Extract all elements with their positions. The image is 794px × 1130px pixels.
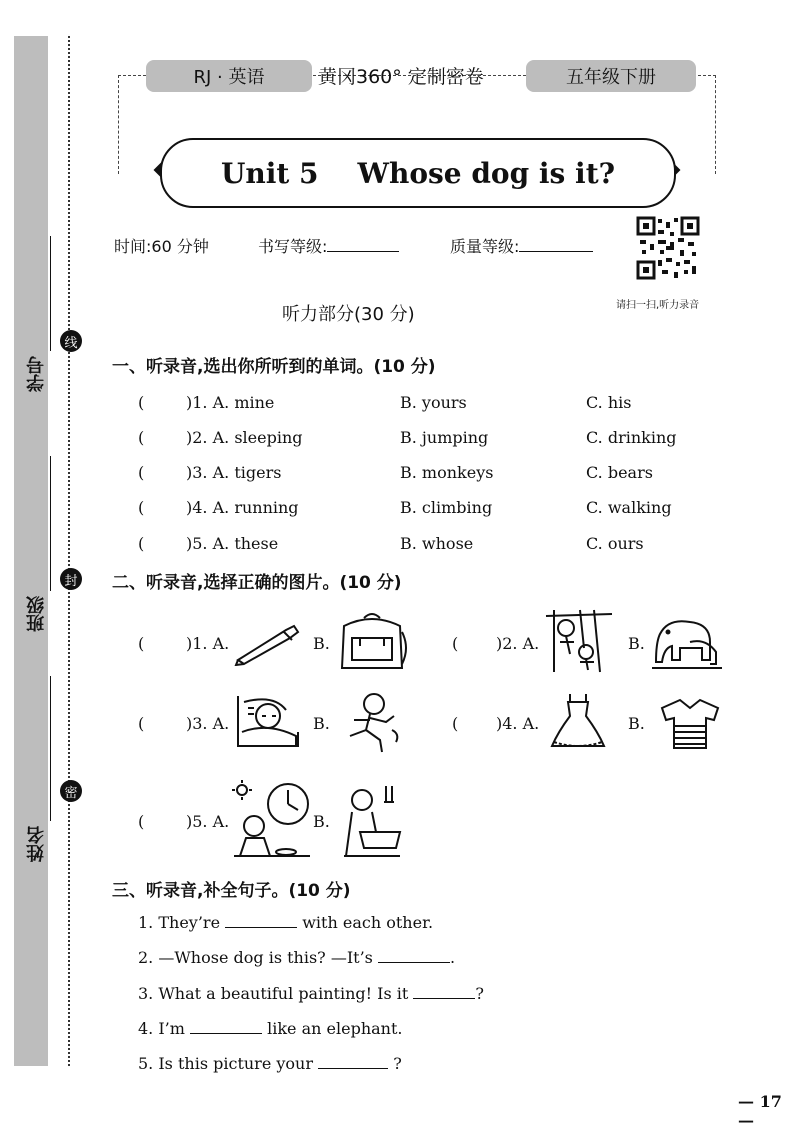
subject-pill: RJ · 英语 bbox=[146, 60, 312, 92]
pen-icon[interactable] bbox=[234, 620, 302, 666]
sentence-pre: 2. —Whose dog is this? —It’s bbox=[138, 948, 373, 967]
seal-mi: 密 bbox=[60, 780, 82, 802]
binding-strip bbox=[14, 36, 48, 1066]
answer-paren[interactable]: ( bbox=[452, 634, 459, 653]
seal-line: 线 bbox=[60, 330, 82, 352]
listening-part-heading: 听力部分(30 分) bbox=[282, 304, 415, 325]
quality-grade-label: 质量等级: bbox=[450, 237, 520, 256]
sentence-post: ? bbox=[475, 984, 484, 1003]
answer-paren[interactable]: ( bbox=[138, 812, 145, 831]
sentence-post: ? bbox=[393, 1054, 402, 1073]
dress-icon[interactable] bbox=[550, 692, 606, 752]
answer-blank[interactable] bbox=[378, 962, 450, 963]
option-c: C. walking bbox=[586, 498, 672, 517]
seal-feng: 封 bbox=[60, 568, 82, 590]
class-line bbox=[50, 456, 51, 591]
option-a: )4. A. running bbox=[186, 498, 299, 517]
answer-blank[interactable] bbox=[190, 1033, 262, 1034]
cut-line bbox=[68, 36, 70, 1066]
quality-grade bbox=[450, 234, 593, 257]
pic-q4-b: B. bbox=[628, 714, 645, 733]
unit-title bbox=[160, 138, 676, 208]
qr-caption: 请扫一扫,听力录音 bbox=[616, 300, 700, 311]
answer-blank[interactable] bbox=[225, 927, 297, 928]
list-item bbox=[138, 1019, 403, 1038]
grade-pill: 五年级下册 bbox=[526, 60, 696, 92]
section1-heading: 一、听录音,选出你所听到的单词。(10 分) bbox=[112, 357, 436, 377]
elephants-icon[interactable] bbox=[650, 612, 724, 672]
schoolbag-icon[interactable] bbox=[334, 612, 410, 672]
pic-q1-label: )1. A. bbox=[186, 634, 230, 653]
pic-q3-label: )3. A. bbox=[186, 714, 230, 733]
time-info: 时间:60 分钟 bbox=[114, 237, 209, 256]
answer-paren[interactable]: ( bbox=[138, 634, 145, 653]
sentence-pre: 4. I’m bbox=[138, 1019, 185, 1038]
option-b: B. whose bbox=[400, 534, 474, 553]
name-line bbox=[50, 676, 51, 821]
pic-q2-label: )2. A. bbox=[496, 634, 540, 653]
sentence-post: like an elephant. bbox=[267, 1019, 403, 1038]
list-item bbox=[138, 984, 484, 1003]
option-b: B. jumping bbox=[400, 428, 489, 447]
pic-q4-label: )4. A. bbox=[496, 714, 540, 733]
pic-q3-b: B. bbox=[313, 714, 330, 733]
answer-paren[interactable]: ( bbox=[138, 428, 145, 447]
sentence-post: . bbox=[449, 948, 456, 967]
answer-paren[interactable]: ( bbox=[452, 714, 459, 733]
name-label: 姓名 bbox=[26, 826, 47, 862]
list-item bbox=[138, 913, 433, 932]
quality-grade-blank[interactable] bbox=[519, 251, 593, 252]
writing-grade-label: 书写等级: bbox=[258, 237, 328, 256]
answer-paren[interactable]: ( bbox=[138, 498, 145, 517]
option-a: )5. A. these bbox=[186, 534, 279, 553]
class-label: 班级 bbox=[26, 596, 47, 632]
option-b: B. yours bbox=[400, 393, 467, 412]
option-a: )3. A. tigers bbox=[186, 463, 282, 482]
page-number: — 17 — bbox=[738, 1092, 782, 1130]
option-b: B. climbing bbox=[400, 498, 493, 517]
boy-eating-clock-icon[interactable] bbox=[232, 780, 312, 858]
qr-code-icon[interactable] bbox=[636, 216, 700, 280]
monkeys-climbing-icon[interactable] bbox=[544, 608, 614, 674]
option-a: )2. A. sleeping bbox=[186, 428, 303, 447]
answer-paren[interactable]: ( bbox=[138, 463, 145, 482]
pic-q1-b: B. bbox=[313, 634, 330, 653]
option-c: C. drinking bbox=[586, 428, 677, 447]
student-number-label: 学号 bbox=[26, 356, 47, 392]
sentence-pre: 1. They’re bbox=[138, 913, 221, 932]
woman-cooking-icon[interactable] bbox=[340, 784, 404, 858]
option-c: C. ours bbox=[586, 534, 644, 553]
shirt-icon[interactable] bbox=[660, 698, 720, 750]
section2-heading: 二、听录音,选择正确的图片。(10 分) bbox=[112, 573, 402, 593]
pic-q5-label: )5. A. bbox=[186, 812, 230, 831]
pic-q2-b: B. bbox=[628, 634, 645, 653]
unit-title-text: Unit 5 Whose dog is it? bbox=[220, 156, 616, 190]
series-title: 黄冈360° 定制密卷 bbox=[318, 66, 484, 88]
answer-paren[interactable]: ( bbox=[138, 534, 145, 553]
list-item bbox=[138, 948, 455, 967]
option-a: )1. A. mine bbox=[186, 393, 275, 412]
option-c: C. his bbox=[586, 393, 632, 412]
sentence-pre: 3. What a beautiful painting! Is it bbox=[138, 984, 409, 1003]
writing-grade bbox=[258, 234, 399, 257]
pic-q5-b: B. bbox=[313, 812, 330, 831]
writing-grade-blank[interactable] bbox=[327, 251, 399, 252]
answer-blank[interactable] bbox=[318, 1068, 388, 1069]
section3-heading: 三、听录音,补全句子。(10 分) bbox=[112, 881, 351, 901]
girl-sleeping-icon[interactable] bbox=[234, 692, 302, 750]
sentence-post: with each other. bbox=[302, 913, 434, 932]
boy-running-icon[interactable] bbox=[340, 690, 406, 754]
answer-paren[interactable]: ( bbox=[138, 714, 145, 733]
student-number-line bbox=[50, 236, 51, 351]
option-b: B. monkeys bbox=[400, 463, 494, 482]
answer-blank[interactable] bbox=[413, 998, 475, 999]
sentence-pre: 5. Is this picture your bbox=[138, 1054, 313, 1073]
list-item bbox=[138, 1054, 402, 1073]
option-c: C. bears bbox=[586, 463, 653, 482]
answer-paren[interactable]: ( bbox=[138, 393, 145, 412]
